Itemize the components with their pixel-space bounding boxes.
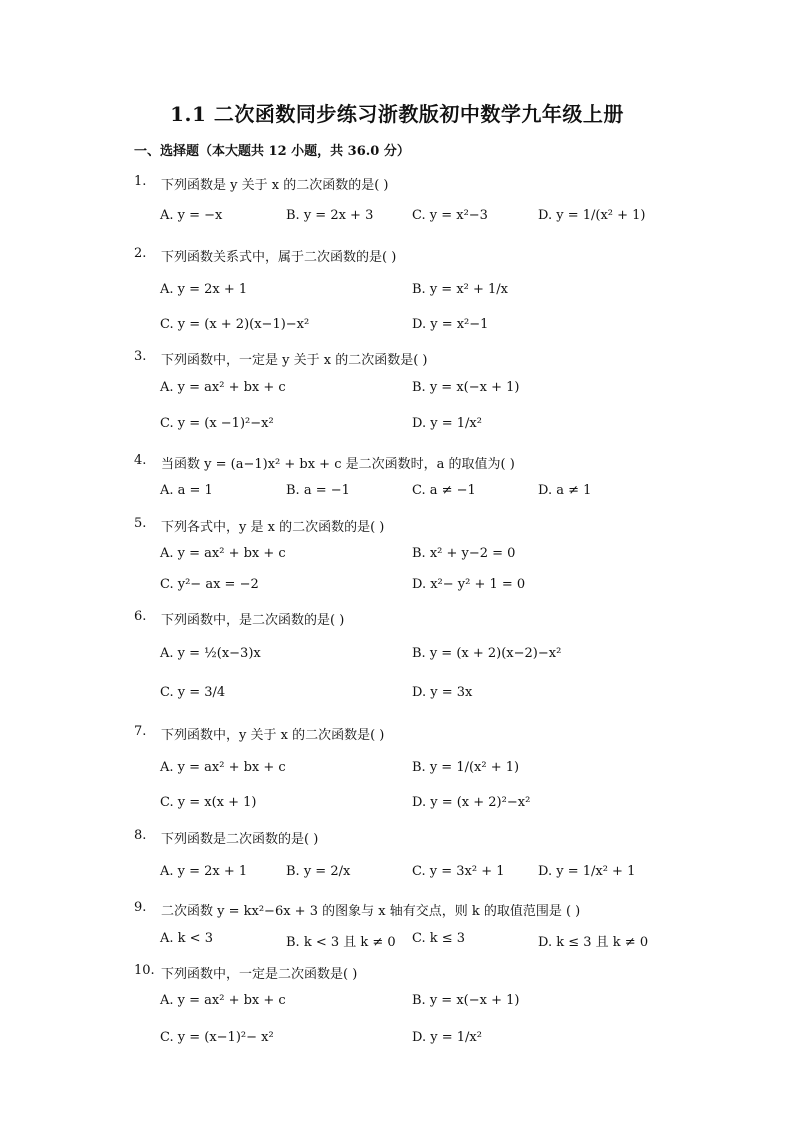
- option-a: A. k < 3: [160, 931, 213, 946]
- question-number: 3.: [134, 349, 147, 364]
- option-b: B. y = x² + 1/x: [412, 282, 509, 297]
- question-text: 下列各式中，y 是 x 的二次函数的是( ): [161, 520, 385, 535]
- option-a: A. y = 2x + 1: [160, 864, 248, 879]
- option-b: B. k < 3 且 k ≠ 0: [286, 935, 396, 950]
- option-d: D. y = 1/(x² + 1): [538, 208, 646, 223]
- option-c: C. y = x(x + 1): [160, 795, 257, 810]
- option-b: B. y = 2x + 3: [286, 208, 374, 223]
- option-b: B. y = 1/(x² + 1): [412, 760, 520, 775]
- option-c: C. y = 3/4: [160, 685, 226, 700]
- option-d: D. y = 1/x²: [412, 1030, 482, 1045]
- option-b: B. y = (x + 2)(x−2)−x²: [412, 646, 562, 661]
- option-d: D. k ≤ 3 且 k ≠ 0: [538, 935, 649, 950]
- question-number: 6.: [134, 609, 147, 624]
- section-heading: 一、选择题（本大题共 12 小题，共 36.0 分）: [134, 144, 410, 159]
- option-d: D. y = (x + 2)²−x²: [412, 795, 531, 810]
- option-b: B. y = x(−x + 1): [412, 380, 520, 395]
- question-text: 下列函数是二次函数的是( ): [161, 832, 319, 847]
- option-c: C. a ≠ −1: [412, 483, 476, 498]
- question-text: 下列函数中，一定是 y 关于 x 的二次函数是( ): [161, 353, 428, 368]
- question-number: 5.: [134, 516, 147, 531]
- option-b: B. a = −1: [286, 483, 350, 498]
- question-number: 8.: [134, 828, 147, 843]
- document-title: 1.1 二次函数同步练习浙教版初中数学九年级上册: [170, 102, 624, 126]
- option-c: C. y = (x−1)²− x²: [160, 1030, 274, 1045]
- option-d: D. y = x²−1: [412, 317, 489, 332]
- option-a: A. y = ax² + bx + c: [160, 546, 286, 561]
- question-text: 下列函数中，是二次函数的是( ): [161, 613, 345, 628]
- option-d: D. y = 1/x²: [412, 416, 482, 431]
- option-c: C. y = (x −1)²−x²: [160, 416, 274, 431]
- option-a: A. y = ax² + bx + c: [160, 993, 286, 1008]
- option-c: C. y²− ax = −2: [160, 577, 259, 592]
- question-text: 二次函数 y = kx²−6x + 3 的图象与 x 轴有交点，则 k 的取值范围是 ( ): [161, 904, 581, 919]
- option-c: C. k ≤ 3: [412, 931, 466, 946]
- option-a: A. y = ax² + bx + c: [160, 380, 286, 395]
- question-number: 9.: [134, 900, 147, 915]
- question-text: 下列函数中，一定是二次函数是( ): [161, 967, 358, 982]
- option-c: C. y = 3x² + 1: [412, 864, 505, 879]
- option-a: A. a = 1: [160, 483, 213, 498]
- question-number: 10.: [134, 963, 155, 978]
- option-d: D. a ≠ 1: [538, 483, 592, 498]
- question-number: 2.: [134, 246, 147, 261]
- option-c: C. y = (x + 2)(x−1)−x²: [160, 317, 310, 332]
- question-number: 1.: [134, 174, 147, 189]
- option-b: B. y = x(−x + 1): [412, 993, 520, 1008]
- option-d: D. y = 3x: [412, 685, 473, 700]
- question-text: 下列函数关系式中，属于二次函数的是( ): [161, 250, 397, 265]
- option-d: D. y = 1/x² + 1: [538, 864, 636, 879]
- option-a: A. y = −x: [160, 208, 223, 223]
- option-b: B. y = 2/x: [286, 864, 351, 879]
- question-number: 7.: [134, 724, 147, 739]
- question-number: 4.: [134, 453, 147, 468]
- option-d: D. x²− y² + 1 = 0: [412, 577, 526, 592]
- question-text: 下列函数是 y 关于 x 的二次函数的是( ): [161, 178, 389, 193]
- question-text: 下列函数中，y 关于 x 的二次函数是( ): [161, 728, 385, 743]
- question-text: 当函数 y = (a−1)x² + bx + c 是二次函数时，a 的取值为( ): [161, 457, 515, 472]
- option-b: B. x² + y−2 = 0: [412, 546, 516, 561]
- option-c: C. y = x²−3: [412, 208, 488, 223]
- option-a: A. y = 2x + 1: [160, 282, 248, 297]
- option-a: A. y = ½(x−3)x: [160, 646, 261, 661]
- option-a: A. y = ax² + bx + c: [160, 760, 286, 775]
